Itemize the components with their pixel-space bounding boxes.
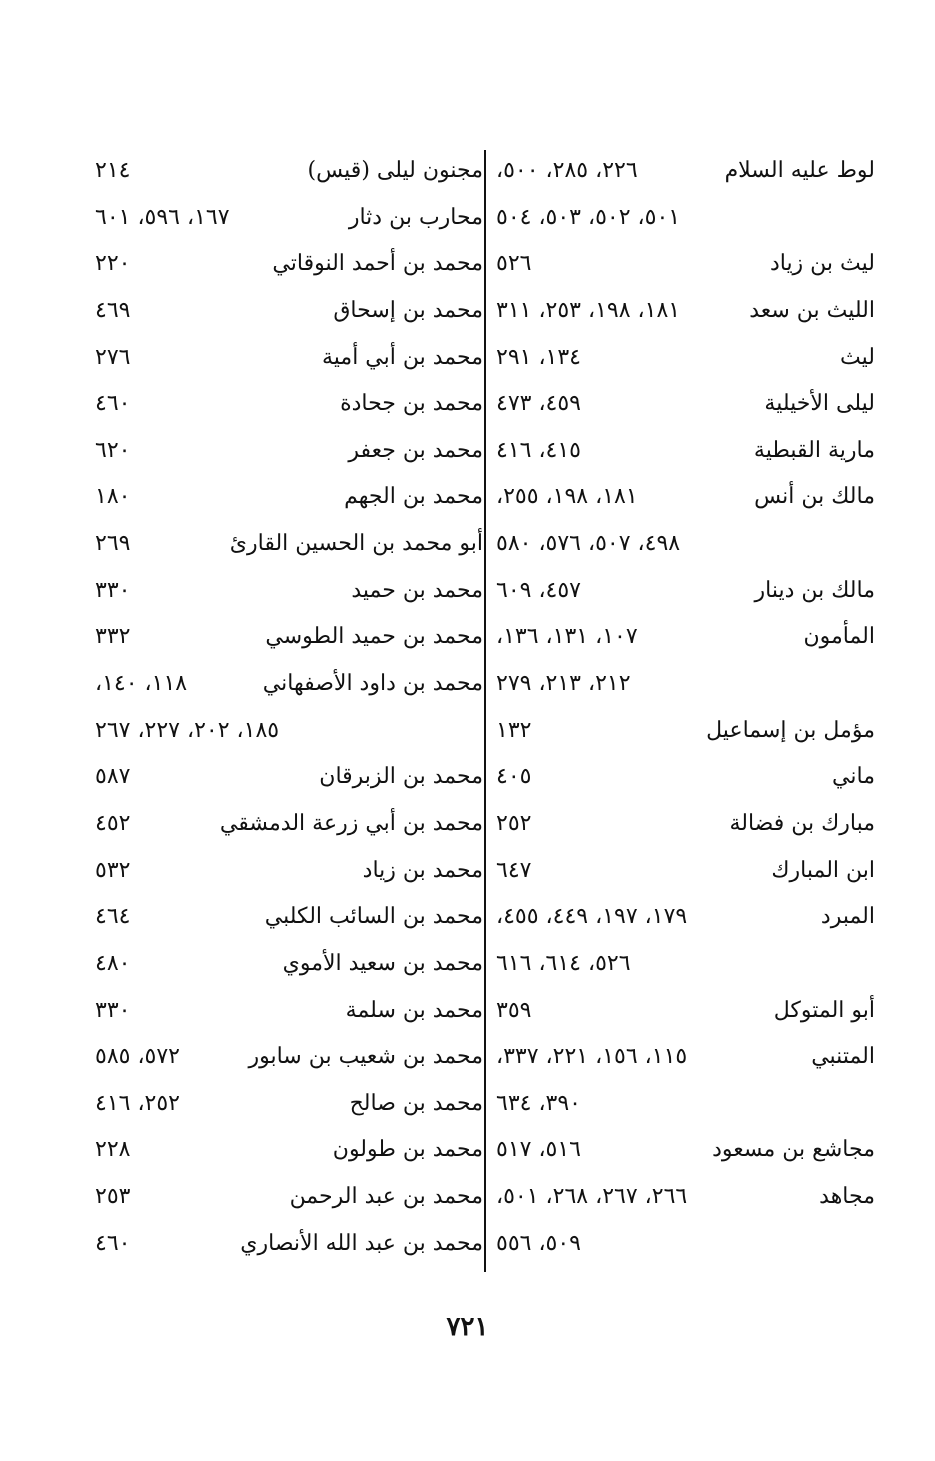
entry-pages: ١١٨، ١٤٠، xyxy=(95,671,188,697)
entry-pages: ٥٢٦، ٦١٤، ٦١٦ xyxy=(496,950,631,976)
entry-name: محمد بن شعيب بن سابور xyxy=(248,1044,483,1070)
entry-pages: ٤٥٧، ٦٠٩ xyxy=(496,577,581,603)
entry-name: مجنون ليلى (قيس) xyxy=(307,158,483,183)
entry-name: الليث بن سعد xyxy=(749,297,875,323)
entry-pages: ٢٧٦ xyxy=(95,344,131,370)
entry-pages: ١٨٥، ٢٠٢، ٢٢٧، ٢٦٧ xyxy=(95,717,280,743)
entry-name: محمد بن جحادة xyxy=(340,391,483,417)
entry-name: مارية القبطية xyxy=(753,437,875,463)
entry-pages: ١٧٩، ١٩٧، ٤٤٩، ٤٥٥، xyxy=(496,904,688,930)
entry-pages: ١٨٠ xyxy=(95,484,131,510)
entry-name: المأمون xyxy=(803,624,875,650)
index-column-left xyxy=(95,148,483,1267)
entry-pages: ٣٣٠ xyxy=(95,577,131,603)
entry-pages: ٣٣٢ xyxy=(95,624,131,650)
entry-name: محمد بن عبد الله الأنصاري xyxy=(240,1230,483,1256)
entry-name: أبو المتوكل xyxy=(773,997,875,1023)
index-entry xyxy=(95,241,483,288)
page-number: ٧٢١ xyxy=(446,1312,489,1342)
entry-name: ليلى الأخيلية xyxy=(764,391,875,417)
index-entry xyxy=(95,894,483,941)
index-entry xyxy=(490,661,875,708)
entry-name: مؤمل بن إسماعيل xyxy=(706,717,875,743)
entry-name: محمد بن داود الأصفهاني xyxy=(262,671,483,697)
entry-name: محمد بن أبي زرعة الدمشقي xyxy=(219,810,483,836)
entry-name: مبارك بن فضالة xyxy=(729,810,875,836)
entry-pages: ٦٢٠ xyxy=(95,437,131,463)
entry-name: مجاشع بن مسعود xyxy=(712,1137,875,1163)
entry-name: محمد بن جعفر xyxy=(348,437,483,463)
entry-name: محمد بن حميد الطوسي xyxy=(265,624,483,650)
index-entry xyxy=(490,428,875,475)
entry-pages: ٢٥٢ xyxy=(496,810,532,836)
entry-name: محمد بن أحمد النوقاتي xyxy=(272,251,483,277)
entry-pages: ٤٨٠ xyxy=(95,950,131,976)
index-entry xyxy=(95,568,483,615)
index-entry xyxy=(95,614,483,661)
entry-name: ليث xyxy=(840,344,875,370)
index-entry xyxy=(490,474,875,521)
index-entry xyxy=(95,708,483,755)
entry-name: محمد بن طولون xyxy=(332,1137,483,1163)
entry-pages: ١٨١، ١٩٨، ٢٥٣، ٣١١ xyxy=(496,297,681,323)
index-entry xyxy=(95,381,483,428)
index-entry xyxy=(95,428,483,475)
index-entry xyxy=(490,1081,875,1128)
entry-pages: ٤٦٤ xyxy=(95,904,131,930)
entry-name: مجاهد xyxy=(819,1184,875,1210)
index-entry xyxy=(490,754,875,801)
entry-pages: ٤٦٠ xyxy=(95,391,131,417)
entry-pages: ٥٧٢، ٥٨٥ xyxy=(95,1044,180,1070)
entry-name: محمد بن أبي أمية xyxy=(321,344,483,370)
index-entry xyxy=(490,568,875,615)
entry-name: مالك بن دينار xyxy=(754,577,875,603)
index-entry xyxy=(95,288,483,335)
index-entry xyxy=(490,195,875,242)
index-entry xyxy=(95,754,483,801)
entry-pages: ٥٢٦ xyxy=(496,251,532,277)
index-entry xyxy=(95,335,483,382)
entry-pages: ٢٦٩ xyxy=(95,531,131,557)
index-entry xyxy=(490,1034,875,1081)
entry-pages: ٦٤٧ xyxy=(496,857,532,883)
entry-pages: ٢٥٣ xyxy=(95,1184,131,1210)
index-column-right xyxy=(490,148,875,1267)
entry-name: ماني xyxy=(832,764,875,790)
entry-pages: ٥١٦، ٥١٧ xyxy=(496,1137,581,1163)
entry-pages: ١٦٧، ٥٩٦، ٦٠١ xyxy=(95,204,230,230)
index-entry xyxy=(490,848,875,895)
index-entry xyxy=(490,988,875,1035)
index-entry xyxy=(490,1221,875,1268)
index-entry xyxy=(95,521,483,568)
entry-pages: ٣٥٩ xyxy=(496,997,532,1023)
entry-name: المبرد xyxy=(820,904,875,930)
index-entry xyxy=(490,1127,875,1174)
entry-name: لوط عليه السلام xyxy=(724,158,875,183)
entry-name: ابن المبارك xyxy=(771,857,875,883)
entry-pages: ٢٦٦، ٢٦٧، ٢٦٨، ٥٠١، xyxy=(496,1184,688,1210)
index-entry xyxy=(490,381,875,428)
index-entry xyxy=(95,988,483,1035)
entry-name: محارب بن دثار xyxy=(348,204,483,230)
index-entry xyxy=(95,1034,483,1081)
index-entry xyxy=(95,195,483,242)
entry-pages: ٥٠٩، ٥٥٦ xyxy=(496,1230,581,1256)
entry-pages: ٤١٥، ٤١٦ xyxy=(496,437,581,463)
entry-name: محمد بن صالح xyxy=(349,1090,483,1116)
index-entry xyxy=(490,241,875,288)
index-entry xyxy=(95,661,483,708)
index-entry xyxy=(95,1081,483,1128)
index-entry xyxy=(95,1174,483,1221)
entry-name: محمد بن السائب الكلبي xyxy=(264,904,483,930)
index-entry xyxy=(490,1174,875,1221)
entry-pages: ٢٢٦، ٢٨٥، ٥٠٠، xyxy=(496,158,638,183)
entry-pages: ١٨١، ١٩٨، ٢٥٥، xyxy=(496,484,638,510)
entry-pages: ٤٥٩، ٤٧٣ xyxy=(496,391,581,417)
index-entry xyxy=(490,148,875,195)
entry-pages: ١١٥، ١٥٦، ٢٢١، ٣٣٧، xyxy=(496,1044,688,1070)
index-entry xyxy=(490,335,875,382)
entry-name: محمد بن الزبرقان xyxy=(319,764,483,790)
entry-pages: ١٣٤، ٢٩١ xyxy=(496,344,581,370)
index-entry xyxy=(95,148,483,195)
entry-name: محمد بن الجهم xyxy=(344,484,483,510)
entry-pages: ٥٨٧ xyxy=(95,764,131,790)
index-entry xyxy=(95,474,483,521)
index-entry xyxy=(490,894,875,941)
index-entry xyxy=(490,521,875,568)
index-entry xyxy=(95,941,483,988)
entry-pages: ١٣٢ xyxy=(496,717,532,743)
entry-name: محمد بن حميد xyxy=(351,577,483,603)
index-entry xyxy=(490,614,875,661)
entry-pages: ٤٥٢ xyxy=(95,810,131,836)
entry-pages: ١٠٧، ١٣١، ١٣٦، xyxy=(496,624,638,650)
entry-pages: ٢١٢، ٢١٣، ٢٧٩ xyxy=(496,671,631,697)
entry-pages: ٣٣٠ xyxy=(95,997,131,1023)
entry-name: مالك بن أنس xyxy=(754,484,875,510)
entry-pages: ٣٩٠، ٦٣٤ xyxy=(496,1090,581,1116)
index-entry xyxy=(490,708,875,755)
entry-name: المتنبي xyxy=(811,1044,875,1070)
entry-pages: ٢٥٢، ٤١٦ xyxy=(95,1090,180,1116)
entry-name: محمد بن عبد الرحمن xyxy=(289,1184,483,1210)
column-divider xyxy=(484,150,486,1272)
index-entry xyxy=(490,288,875,335)
entry-name: محمد بن سعيد الأموي xyxy=(282,950,483,976)
entry-pages: ٥٣٢ xyxy=(95,857,131,883)
entry-name: محمد بن إسحاق xyxy=(333,297,483,323)
entry-pages: ٤٠٥ xyxy=(496,764,532,790)
entry-name: أبو محمد بن الحسين القارئ xyxy=(229,531,483,557)
index-entry xyxy=(95,801,483,848)
index-entry xyxy=(95,848,483,895)
entry-pages: ٢١٤ xyxy=(95,158,131,183)
entry-pages: ٤٩٨، ٥٠٧، ٥٧٦، ٥٨٠ xyxy=(496,531,681,557)
entry-name: محمد بن سلمة xyxy=(345,997,483,1023)
entry-pages: ٢٢٠ xyxy=(95,251,131,277)
entry-name: ليث بن زياد xyxy=(769,251,875,277)
entry-pages: ٤٦٠ xyxy=(95,1230,131,1256)
index-entry xyxy=(95,1127,483,1174)
index-entry xyxy=(490,801,875,848)
entry-pages: ٤٦٩ xyxy=(95,297,131,323)
index-entry xyxy=(490,941,875,988)
entry-pages: ٥٠١، ٥٠٢، ٥٠٣، ٥٠٤ xyxy=(496,204,681,230)
entry-name: محمد بن زياد xyxy=(362,857,483,883)
index-entry xyxy=(95,1221,483,1268)
entry-pages: ٢٢٨ xyxy=(95,1137,131,1163)
